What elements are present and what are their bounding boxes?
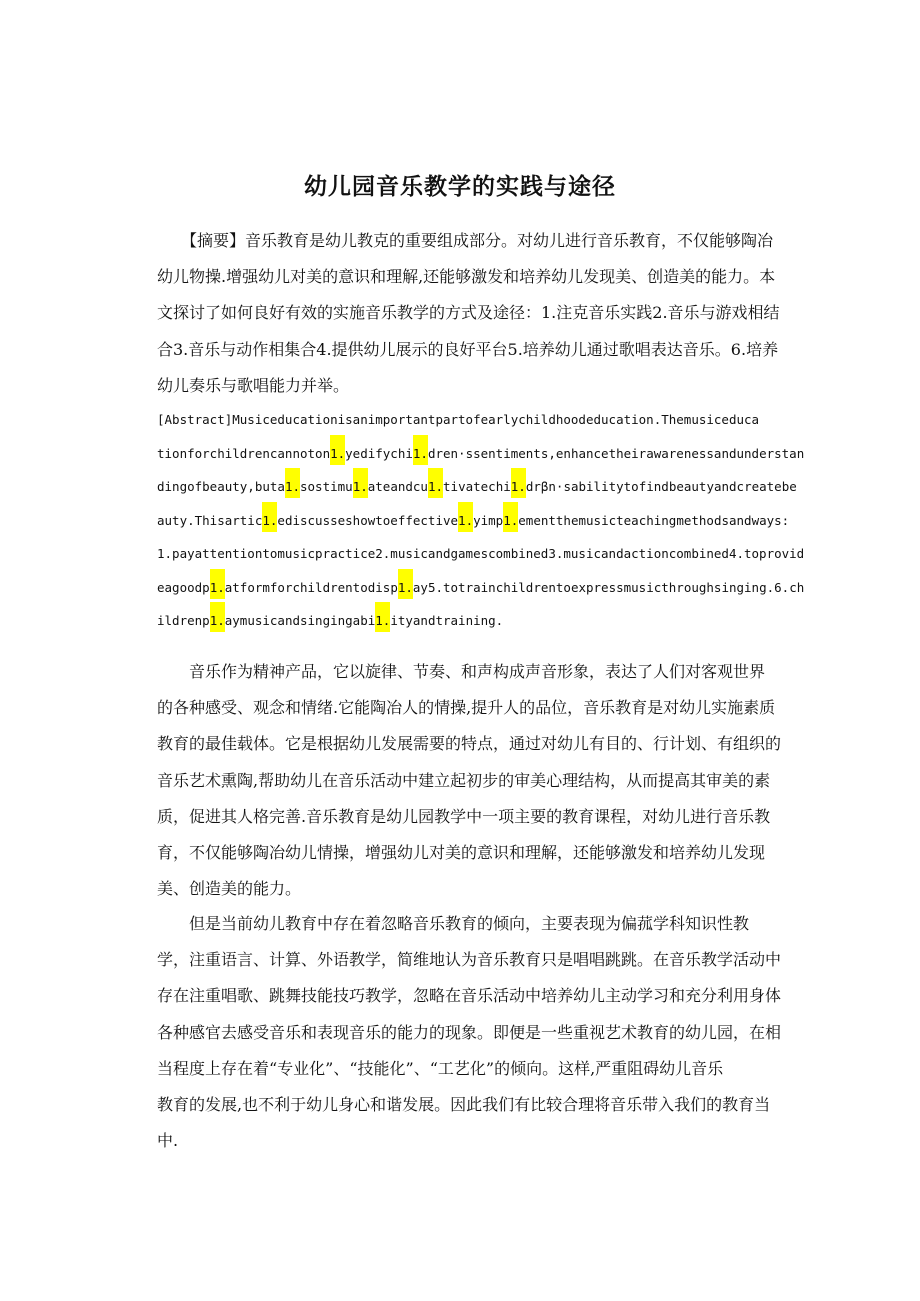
abstract-zh-line: 文探讨了如何良好有效的实施音乐教学的方式及途径：1.注克音乐实践2.音乐与游戏相结 — [157, 303, 780, 323]
abstract-zh-line: 幼儿物操.增强幼儿对美的意识和理解,还能够激发和培养幼儿发现美、创造美的能力。本 — [157, 267, 776, 287]
paragraph-2 — [157, 906, 797, 1159]
highlighted-text: 1. — [503, 502, 518, 532]
highlighted-text: 1. — [210, 602, 225, 632]
paragraph-2-line: 各种感官去感受音乐和表现音乐的能力的现象。即便是一些重视艺术教育的幼儿园，在相 — [157, 1022, 782, 1042]
abstract-en-text: ay5.totrainchildrentoexpressmusicthroughsinging.6.ch — [412, 579, 805, 595]
abstract-en-line — [157, 537, 807, 571]
abstract-en-text: yedifychi — [345, 445, 413, 461]
document-title: 幼儿园音乐教学的实践与途径 — [304, 174, 616, 200]
abstract-zh-line: 【摘要】音乐教育是幼儿教克的重要组成部分。对幼儿进行音乐教育，不仅能够陶冶 — [157, 231, 774, 250]
highlighted-text: 1. — [375, 602, 390, 632]
abstract-en-text: tivatechi — [443, 479, 511, 494]
paragraph-1-line: 音乐艺术熏陶,帮助幼儿在音乐活动中建立起初步的审美心理结构，从而提高其审美的素 — [157, 770, 771, 790]
highlighted-text: 1. — [413, 435, 428, 465]
abstract-en-text: dren·ssentiments,enhancetheirawarenessandunderstan — [427, 445, 805, 461]
paragraph-2-line: 当程度上存在着“专业化”、“技能化”、“工艺化”的倾向。这样,严重阻碍幼儿音乐 — [157, 1058, 724, 1078]
paragraph-2-line: 教育的发展,也不利于幼儿身心和谐发展。因此我们有比较合理将音乐带入我们的教育当 — [157, 1094, 771, 1114]
highlighted-text: 1. — [210, 569, 225, 599]
abstract-en-line — [157, 504, 807, 538]
abstract-en-text: sostimu — [300, 479, 353, 494]
highlighted-text: 1. — [285, 468, 300, 498]
abstract-en-text: auty.Thisartic — [157, 512, 263, 528]
paragraph-1-line: 的各种感受、观念和情绪.它能陶冶人的情操,提升人的品位，音乐教育是对幼儿实施素质 — [157, 698, 776, 718]
abstract-en-line — [157, 437, 807, 471]
abstract-english — [157, 403, 807, 638]
abstract-zh-line: 幼儿奏乐与歌唱能力并举。 — [157, 375, 350, 395]
abstract-en-text: [Abstract]Musiceducationisanimportantpartofearlychildhoodeducation.Themusiceduca — [157, 412, 760, 427]
abstract-en-text: dingofbeauty,buta — [157, 479, 285, 494]
abstract-en-text: yimp — [473, 512, 504, 528]
abstract-zh-line: 合3.音乐与动作相集合4.提供幼儿展示的良好平台5.培养幼儿通过歌唱表达音乐。6.培养 — [157, 339, 779, 359]
abstract-en-line — [157, 470, 807, 504]
paragraph-1-line: 美、创造美的能力。 — [157, 879, 302, 899]
highlighted-text: 1. — [428, 468, 443, 498]
abstract-en-text: eagoodp — [157, 579, 210, 595]
paragraph-2-line: 但是当前幼儿教育中存在着忽略音乐教育的倾向，主要表现为偏菰学科知识性教 — [157, 914, 750, 933]
abstract-en-text: aymusicandsingingabi — [224, 613, 376, 628]
highlighted-text: 1. — [398, 569, 413, 599]
abstract-en-text: ateandcu — [367, 479, 428, 494]
paragraph-1-line: 教育的最佳载体。它是根据幼儿发展需要的特点，通过对幼儿有目的、行计划、有组织的 — [157, 734, 782, 754]
abstract-en-text: tionforchildrencannoton — [157, 445, 331, 461]
abstract-en-text: ildrenp — [157, 613, 210, 628]
highlighted-text: 1. — [262, 502, 277, 532]
paragraph-2-line: 中. — [157, 1131, 179, 1151]
abstract-en-text: drβn·sabilitytofindbeautyandcreatebe — [525, 479, 797, 494]
abstract-chinese — [157, 223, 797, 404]
abstract-en-text: ementthemusicteachingmethodsandways: — [518, 512, 790, 528]
abstract-en-text: ediscusseshowtoeffective — [277, 512, 459, 528]
paragraph-1-line: 质，促进其人格完善.音乐教育是幼儿园教学中一项主要的教育课程，对幼儿进行音乐教 — [157, 806, 771, 826]
abstract-en-line — [157, 571, 807, 605]
paragraph-1 — [157, 654, 797, 907]
abstract-en-text: ityandtraining. — [390, 613, 504, 628]
abstract-en-line — [157, 604, 807, 638]
abstract-en-text: 1.payattentiontomusicpractice2.musicandgamescombined3.musicandactioncombined4.toprovid — [157, 546, 805, 561]
highlighted-text: 1. — [353, 468, 368, 498]
highlighted-text: 1. — [330, 435, 345, 465]
highlighted-text: 1. — [458, 502, 473, 532]
paragraph-1-line: 音乐作为精神产品，它以旋律、节奏、和声构成声音形象，表达了人们对客观世界 — [157, 662, 766, 681]
highlighted-text: 1. — [511, 468, 526, 498]
paragraph-2-line: 存在注重唱歌、跳舞技能技巧教学，忽略在音乐活动中培养幼儿主动学习和充分利用身体 — [157, 986, 782, 1006]
paragraph-1-line: 育，不仅能够陶冶幼儿情操，增强幼儿对美的意识和理解，还能够激发和培养幼儿发现 — [157, 842, 766, 862]
abstract-en-line — [157, 403, 807, 437]
paragraph-2-line: 学，注重语言、计算、外语教学，简维地认为音乐教育只是唱唱跳跳。在音乐教学活动中 — [157, 950, 782, 970]
abstract-en-text: atformforchildrentodisp — [224, 579, 398, 595]
